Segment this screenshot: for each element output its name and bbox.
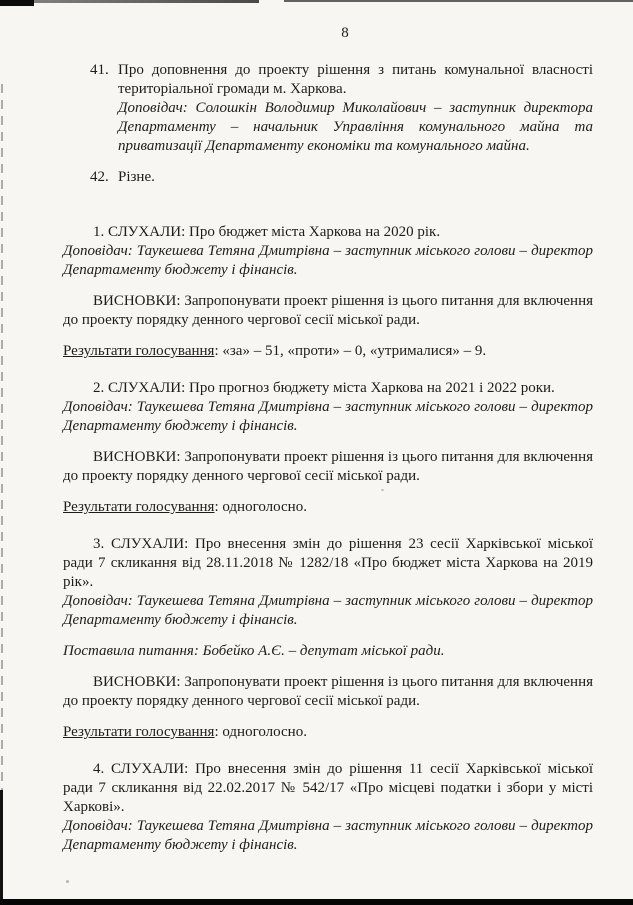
minutes-section-1 xyxy=(63,223,593,361)
section-speaker: Доповідач: Таукешева Тетяна Дмитрівна – заступник міського голови – директор Департаменту бюджету і фінансів. xyxy=(63,818,593,853)
voting-results-value: : «за» – 51, «проти» – 0, «утрималися» – 9. xyxy=(214,343,487,359)
minutes-section-4 xyxy=(63,760,593,855)
agenda-item-speaker: Доповідач: Солошкін Володимир Миколайович – заступник директора Департаменту – начальник Управління комунального майна та приватизації Департаменту економіки та комунального майна. xyxy=(118,100,593,154)
agenda-item-body xyxy=(118,168,593,187)
section-heading: 4. СЛУХАЛИ: Про внесення змін до рішення 11 сесії Харківської міської ради 7 скликання від 22.02.2017 № 542/17 «Про місцеві податки і збори у місті Харкові». xyxy=(63,761,593,815)
agenda-item-body xyxy=(118,61,593,156)
voting-results-label: Результати голосування xyxy=(63,499,215,515)
scan-artifact-left-edge-solid xyxy=(0,790,3,905)
scan-speck xyxy=(66,880,69,883)
scan-artifact-top-edge-left xyxy=(34,0,259,3)
section-speaker: Доповідач: Таукешева Тетяна Дмитрівна – заступник міського голови – директор Департаменту бюджету і фінансів. xyxy=(63,593,593,628)
section-heading: 1. СЛУХАЛИ: Про бюджет міста Харкова на 2020 рік. xyxy=(93,224,441,240)
agenda-item-number: 42. xyxy=(90,169,109,185)
section-conclusion: ВИСНОВКИ: Запропонувати проект рішення із цього питання для включення до проекту порядку денного чергової сесії міської ради. xyxy=(63,293,593,328)
section-heading: 3. СЛУХАЛИ: Про внесення змін до рішення 23 сесії Харківської міської ради 7 скликання від 28.11.2018 № 1282/18 «Про бюджет міста Харкова на 2019 рік». xyxy=(63,536,593,590)
agenda-item-text: Про доповнення до проекту рішення з питань комунальної власності територіальної громади м. Харкова. xyxy=(118,62,593,97)
agenda-item-text: Різне. xyxy=(118,169,155,185)
voting-results xyxy=(63,723,593,742)
scan-artifact-top-edge-right xyxy=(284,0,633,2)
voting-results-value: : одноголосно. xyxy=(214,499,307,515)
voting-results xyxy=(63,498,593,517)
section-question: Поставила питання: Бобейко А.Є. – депутат міської ради. xyxy=(63,643,445,659)
agenda-item-number: 41. xyxy=(90,62,109,78)
agenda-item-41 xyxy=(90,61,593,156)
agenda-item-42 xyxy=(90,168,593,187)
section-conclusion: ВИСНОВКИ: Запропонувати проект рішення із цього питання для включення до проекту порядку денного чергової сесії міської ради. xyxy=(63,674,593,709)
scan-artifact-bottom-bar xyxy=(0,899,633,905)
section-speaker: Доповідач: Таукешева Тетяна Дмитрівна – заступник міського голови – директор Департаменту бюджету і фінансів. xyxy=(63,243,593,278)
scan-artifact-top-left-corner xyxy=(0,0,34,6)
section-speaker: Доповідач: Таукешева Тетяна Дмитрівна – заступник міського голови – директор Департаменту бюджету і фінансів. xyxy=(63,399,593,434)
scan-artifact-left-edge-dashed xyxy=(1,84,3,800)
page-number: 8 xyxy=(341,25,349,41)
voting-results-label: Результати голосування xyxy=(63,343,215,359)
minutes-section-2 xyxy=(63,379,593,517)
section-conclusion: ВИСНОВКИ: Запропонувати проект рішення із цього питання для включення до проекту порядку денного чергової сесії міської ради. xyxy=(63,449,593,484)
voting-results-value: : одноголосно. xyxy=(214,724,307,740)
document-body xyxy=(63,24,593,855)
voting-results-label: Результати голосування xyxy=(63,724,215,740)
section-heading: 2. СЛУХАЛИ: Про прогноз бюджету міста Харкова на 2021 і 2022 роки. xyxy=(93,380,555,396)
voting-results xyxy=(63,342,593,361)
minutes-section-3 xyxy=(63,535,593,742)
